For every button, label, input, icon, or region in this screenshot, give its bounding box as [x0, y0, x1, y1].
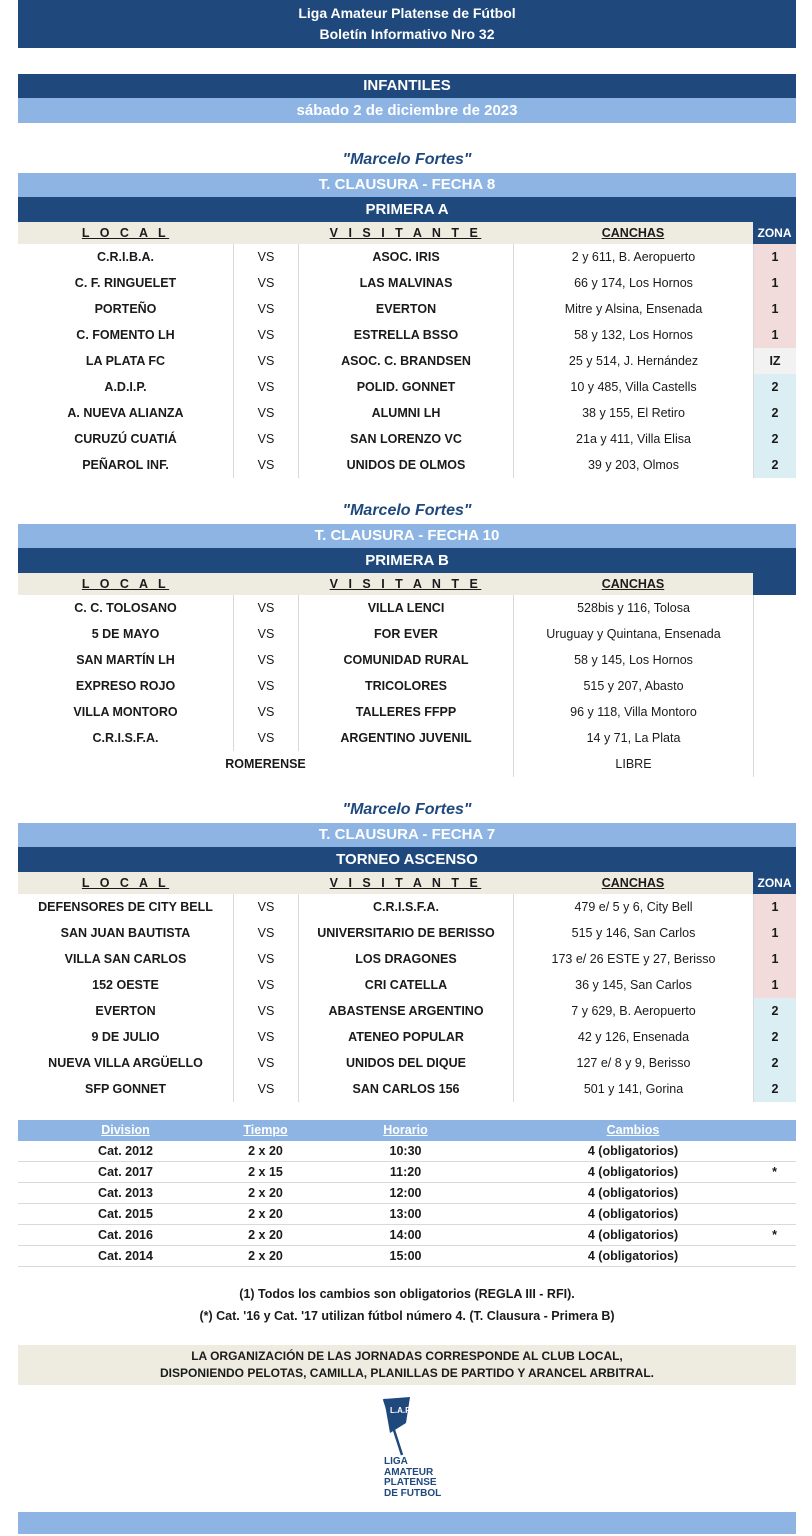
- schedule-row: [18, 1204, 796, 1225]
- visitor-team: SAN LORENZO VC: [298, 426, 513, 452]
- visitor-team: COMUNIDAD RURAL: [298, 647, 513, 673]
- local-team: C. C. TOLOSANO: [74, 601, 177, 615]
- vs-label: VS: [233, 270, 298, 296]
- match-row: [18, 725, 796, 751]
- local-header: L O C A L: [81, 226, 170, 240]
- match-row: [18, 1050, 796, 1076]
- schedule-mark: *: [772, 1165, 777, 1179]
- schedule-time: 2 x 20: [248, 1186, 283, 1200]
- zone: 2: [753, 1050, 796, 1076]
- local-team: LA PLATA FC: [85, 354, 166, 368]
- schedule-time: 2 x 20: [248, 1249, 283, 1263]
- section-a-title: "Marcelo Fortes": [342, 151, 472, 168]
- vs-label: VS: [233, 1050, 298, 1076]
- local-team: EXPRESO ROJO: [75, 679, 176, 693]
- section-c-division: TORNEO ASCENSO: [18, 847, 796, 872]
- zone: 1: [753, 244, 796, 270]
- match-row: [18, 374, 796, 400]
- schedule-changes: 4 (obligatorios): [587, 1186, 679, 1200]
- zone-header: ZONA: [753, 872, 796, 894]
- bulletin-number: Boletín Informativo Nro 32: [319, 26, 495, 42]
- visitor-team: C.R.I.S.F.A.: [298, 894, 513, 920]
- visitor-team: ASOC. IRIS: [298, 244, 513, 270]
- visitor-team: TALLERES FFPP: [298, 699, 513, 725]
- visitor-team: SAN CARLOS 156: [298, 1076, 513, 1102]
- visitor-team: TRICOLORES: [298, 673, 513, 699]
- match-row: [18, 322, 796, 348]
- visitor-team: ASOC. C. BRANDSEN: [298, 348, 513, 374]
- venue: 479 e/ 5 y 6, City Bell: [513, 894, 753, 920]
- logo-line-2: AMATEUR: [384, 1466, 434, 1478]
- vs-label: VS: [233, 374, 298, 400]
- schedule-row: [18, 1183, 796, 1204]
- flag-icon: [362, 1395, 452, 1457]
- zone: 1: [753, 270, 796, 296]
- visitor-team: VILLA LENCI: [298, 595, 513, 621]
- zone: 2: [753, 1024, 796, 1050]
- local-team: 5 DE MAYO: [91, 627, 160, 641]
- schedule-mark: [753, 1246, 796, 1266]
- venue: 58 y 145, Los Hornos: [513, 647, 753, 673]
- zone: 1: [753, 972, 796, 998]
- section-a-column-headers: [18, 222, 796, 244]
- schedule-mark: [753, 1183, 796, 1203]
- vs-label: VS: [233, 998, 298, 1024]
- organization-notice: [18, 1345, 796, 1385]
- schedule-division: Cat. 2013: [98, 1186, 153, 1200]
- local-team: SFP GONNET: [84, 1082, 167, 1096]
- vs-label: VS: [233, 400, 298, 426]
- match-row: [18, 894, 796, 920]
- visitor-team: ABASTENSE ARGENTINO: [298, 998, 513, 1024]
- section-a-round: T. CLAUSURA - FECHA 8: [18, 173, 796, 197]
- vs-label: VS: [233, 452, 298, 478]
- venues-header: CANCHAS: [601, 226, 665, 240]
- schedule-row: [18, 1225, 796, 1246]
- vs-label: VS: [233, 946, 298, 972]
- schedule-hour: 14:00: [389, 1228, 422, 1242]
- match-row: [18, 946, 796, 972]
- schedule-changes: 4 (obligatorios): [587, 1249, 679, 1263]
- vs-label: VS: [233, 1076, 298, 1102]
- match-row: [18, 452, 796, 478]
- local-header: L O C A L: [81, 876, 170, 890]
- vs-label: VS: [233, 244, 298, 270]
- league-name: Liga Amateur Platense de Fútbol: [298, 5, 516, 21]
- schedule-changes: 4 (obligatorios): [587, 1165, 679, 1179]
- visitor-header: V I S I T A N T E: [329, 226, 482, 240]
- category-title: INFANTILES: [18, 74, 796, 98]
- local-team: C. F. RINGUELET: [74, 276, 177, 290]
- venue: 39 y 203, Olmos: [513, 452, 753, 478]
- match-row: [18, 270, 796, 296]
- zone: IZ: [753, 348, 796, 374]
- zone: 2: [753, 452, 796, 478]
- bulletin: [18, 0, 796, 1534]
- logo-text: [384, 1457, 454, 1499]
- visitor-team: LAS MALVINAS: [298, 270, 513, 296]
- schedule-row: [18, 1246, 796, 1267]
- vs-label: VS: [233, 673, 298, 699]
- note-changes: (1) Todos los cambios son obligatorios (REGLA III - RFI).: [239, 1287, 575, 1301]
- schedule-changes: 4 (obligatorios): [587, 1228, 679, 1242]
- zone: 2: [753, 1076, 796, 1102]
- visitor-header: V I S I T A N T E: [329, 577, 482, 591]
- match-row: [18, 296, 796, 322]
- vs-label: VS: [233, 699, 298, 725]
- venue: 96 y 118, Villa Montoro: [513, 699, 753, 725]
- schedule-hour: 15:00: [389, 1249, 422, 1263]
- match-row: [18, 699, 796, 725]
- free-label: LIBRE: [513, 751, 753, 777]
- vs-label: VS: [233, 920, 298, 946]
- schedule-mark: *: [772, 1228, 777, 1242]
- local-team: PEÑAROL INF.: [82, 458, 169, 472]
- match-row: [18, 972, 796, 998]
- local-team: 9 DE JULIO: [91, 1030, 160, 1044]
- venue: 127 e/ 8 y 9, Berisso: [513, 1050, 753, 1076]
- zone: 2: [753, 998, 796, 1024]
- venue: 10 y 485, Villa Castells: [513, 374, 753, 400]
- local-team: A.D.I.P.: [104, 380, 147, 394]
- schedule-division: Cat. 2012: [98, 1144, 153, 1158]
- vs-label: VS: [233, 725, 298, 751]
- venue: 173 e/ 26 ESTE y 27, Berisso: [513, 946, 753, 972]
- vs-label: VS: [233, 348, 298, 374]
- free-team-row: [18, 751, 796, 777]
- schedule-division-header: Division: [101, 1123, 150, 1137]
- vs-label: VS: [233, 621, 298, 647]
- local-team: C.R.I.B.A.: [97, 250, 154, 264]
- venue: 21a y 411, Villa Elisa: [513, 426, 753, 452]
- zone: [753, 673, 796, 699]
- venue: 42 y 126, Ensenada: [513, 1024, 753, 1050]
- footer-bar: [18, 1512, 796, 1534]
- match-row: [18, 673, 796, 699]
- local-team: VILLA SAN CARLOS: [64, 952, 187, 966]
- schedule-hour: 12:00: [389, 1186, 422, 1200]
- local-team: EVERTON: [95, 1004, 156, 1018]
- venues-header: CANCHAS: [601, 876, 665, 890]
- venue: 2 y 611, B. Aeropuerto: [513, 244, 753, 270]
- vs-label: VS: [233, 972, 298, 998]
- match-row: [18, 400, 796, 426]
- venues-header: CANCHAS: [601, 577, 665, 591]
- venue: Uruguay y Quintana, Ensenada: [513, 621, 753, 647]
- notice-line-2: DISPONIENDO PELOTAS, CAMILLA, PLANILLAS DE PARTIDO Y ARANCEL ARBITRAL.: [159, 1366, 654, 1380]
- venue: 515 y 146, San Carlos: [513, 920, 753, 946]
- schedule-row: [18, 1141, 796, 1162]
- venue: 7 y 629, B. Aeropuerto: [513, 998, 753, 1024]
- vs-label: VS: [233, 647, 298, 673]
- vs-label: VS: [233, 595, 298, 621]
- logo-line-1: LIGA: [384, 1456, 408, 1467]
- zone: 1: [753, 946, 796, 972]
- visitor-team: ATENEO POPULAR: [298, 1024, 513, 1050]
- vs-label: VS: [233, 296, 298, 322]
- schedule-time: 2 x 20: [248, 1144, 283, 1158]
- logo-line-3: PLATENSE: [384, 1477, 437, 1488]
- vs-label: VS: [233, 1024, 298, 1050]
- visitor-team: CRI CATELLA: [298, 972, 513, 998]
- zone: 1: [753, 894, 796, 920]
- notice-line-1: LA ORGANIZACIÓN DE LAS JORNADAS CORRESPONDE AL CLUB LOCAL,: [191, 1349, 623, 1363]
- zone: [753, 621, 796, 647]
- schedule-hour: 10:30: [389, 1144, 422, 1158]
- local-team: C. FOMENTO LH: [76, 328, 175, 342]
- visitor-team: ALUMNI LH: [298, 400, 513, 426]
- match-row: [18, 998, 796, 1024]
- schedule-time: 2 x 20: [248, 1228, 283, 1242]
- venue: 515 y 207, Abasto: [513, 673, 753, 699]
- venue: Mitre y Alsina, Ensenada: [513, 296, 753, 322]
- local-team: SAN JUAN BAUTISTA: [60, 926, 191, 940]
- visitor-team: FOR EVER: [298, 621, 513, 647]
- local-header: L O C A L: [81, 577, 170, 591]
- bulletin-header: [18, 0, 796, 48]
- visitor-team: ESTRELLA BSSO: [298, 322, 513, 348]
- local-team: PORTEÑO: [94, 302, 157, 316]
- zone-header: ZONA: [753, 222, 796, 244]
- schedule-header: [18, 1120, 796, 1141]
- visitor-team: UNIDOS DEL DIQUE: [298, 1050, 513, 1076]
- schedule-table: [18, 1141, 796, 1267]
- zone: 1: [753, 322, 796, 348]
- venue: 501 y 141, Gorina: [513, 1076, 753, 1102]
- section-c-matches: [18, 894, 796, 1102]
- visitor-team: EVERTON: [298, 296, 513, 322]
- match-row: [18, 244, 796, 270]
- zone: [753, 647, 796, 673]
- schedule-row: [18, 1162, 796, 1183]
- match-row: [18, 348, 796, 374]
- zone: [753, 725, 796, 751]
- vs-label: VS: [233, 426, 298, 452]
- visitor-header: V I S I T A N T E: [329, 876, 482, 890]
- section-b-division: PRIMERA B: [18, 548, 796, 573]
- section-b-title: "Marcelo Fortes": [342, 502, 472, 519]
- schedule-changes: 4 (obligatorios): [587, 1144, 679, 1158]
- match-row: [18, 920, 796, 946]
- note-ball-size: (*) Cat. '16 y Cat. '17 utilizan fútbol número 4. (T. Clausura - Primera B): [199, 1309, 615, 1323]
- schedule-hour: 13:00: [389, 1207, 422, 1221]
- venue: 25 y 514, J. Hernández: [513, 348, 753, 374]
- section-b-matches: [18, 595, 796, 751]
- visitor-team: LOS DRAGONES: [298, 946, 513, 972]
- section-a-division: PRIMERA A: [18, 197, 796, 222]
- free-team: ROMERENSE: [225, 757, 306, 771]
- local-team: A. NUEVA ALIANZA: [67, 406, 184, 420]
- match-row: [18, 426, 796, 452]
- section-c-round: T. CLAUSURA - FECHA 7: [18, 823, 796, 847]
- local-team: 152 OESTE: [92, 978, 159, 992]
- zone: [753, 595, 796, 621]
- schedule-changes-header: Cambios: [606, 1123, 660, 1137]
- section-a-matches: [18, 244, 796, 478]
- local-team: NUEVA VILLA ARGÜELLO: [48, 1056, 203, 1070]
- zone: 1: [753, 296, 796, 322]
- zone: 1: [753, 920, 796, 946]
- date-banner: sábado 2 de diciembre de 2023: [18, 98, 796, 123]
- venue: 528bis y 116, Tolosa: [513, 595, 753, 621]
- section-c-title: "Marcelo Fortes": [342, 801, 472, 818]
- schedule-division: Cat. 2017: [98, 1165, 153, 1179]
- visitor-team: UNIVERSITARIO DE BERISSO: [298, 920, 513, 946]
- schedule-mark: [753, 1141, 796, 1161]
- local-team: VILLA MONTORO: [73, 705, 178, 719]
- zone: 2: [753, 426, 796, 452]
- schedule-mark: [753, 1204, 796, 1224]
- league-logo: [362, 1395, 452, 1510]
- vs-label: VS: [233, 894, 298, 920]
- schedule-changes: 4 (obligatorios): [587, 1207, 679, 1221]
- match-row: [18, 1076, 796, 1102]
- visitor-team: POLID. GONNET: [298, 374, 513, 400]
- schedule-hour: 11:20: [389, 1165, 422, 1179]
- match-row: [18, 621, 796, 647]
- venue: 36 y 145, San Carlos: [513, 972, 753, 998]
- local-team: C.R.I.S.F.A.: [92, 731, 159, 745]
- visitor-team: ARGENTINO JUVENIL: [298, 725, 513, 751]
- local-team: SAN MARTÍN LH: [76, 653, 175, 667]
- local-team: DEFENSORES DE CITY BELL: [38, 900, 213, 914]
- schedule-division: Cat. 2014: [98, 1249, 153, 1263]
- logo-flag-text: L.A.P.: [390, 1406, 412, 1415]
- schedule-time: 2 x 15: [248, 1165, 283, 1179]
- schedule-division: Cat. 2016: [98, 1228, 153, 1242]
- vs-label: VS: [233, 322, 298, 348]
- match-row: [18, 595, 796, 621]
- local-team: CURUZÚ CUATIÁ: [74, 432, 177, 446]
- venue: 58 y 132, Los Hornos: [513, 322, 753, 348]
- schedule-time-header: Tiempo: [243, 1123, 288, 1137]
- visitor-team: UNIDOS DE OLMOS: [298, 452, 513, 478]
- zone: 2: [753, 400, 796, 426]
- match-row: [18, 647, 796, 673]
- schedule-division: Cat. 2015: [98, 1207, 153, 1221]
- venue: 14 y 71, La Plata: [513, 725, 753, 751]
- section-b-round: T. CLAUSURA - FECHA 10: [18, 524, 796, 548]
- schedule-time: 2 x 20: [248, 1207, 283, 1221]
- schedule-hour-header: Horario: [383, 1123, 428, 1137]
- zone: 2: [753, 374, 796, 400]
- logo-line-4: DE FUTBOL: [384, 1487, 442, 1499]
- venue: 66 y 174, Los Hornos: [513, 270, 753, 296]
- section-b-column-headers: [18, 573, 796, 595]
- venue: 38 y 155, El Retiro: [513, 400, 753, 426]
- match-row: [18, 1024, 796, 1050]
- zone: [753, 699, 796, 725]
- section-c-column-headers: [18, 872, 796, 894]
